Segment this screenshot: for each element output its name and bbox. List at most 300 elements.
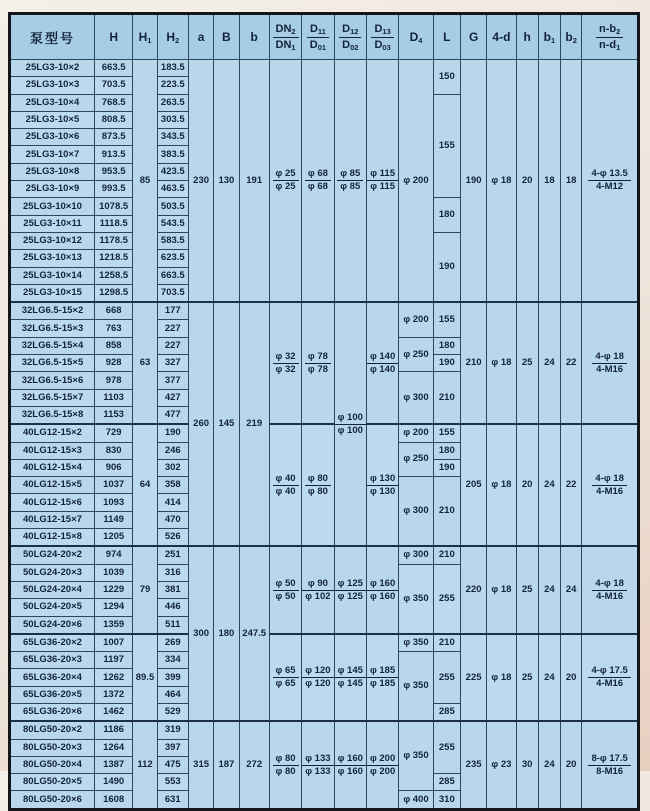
table-row	[10, 546, 639, 564]
cell-model: 32LG6.5-15×5	[10, 355, 95, 372]
cell-H: 1462	[94, 703, 132, 721]
cell-b1: 24	[538, 302, 560, 424]
cell-H1: 85	[133, 60, 157, 303]
header-model: 泵型号	[10, 14, 95, 60]
cell-H2: 663.5	[157, 267, 188, 284]
fraction-bottom: φ 85	[340, 181, 361, 193]
fraction-top: φ 115	[367, 169, 398, 181]
cell-H: 913.5	[94, 146, 132, 163]
fraction-bottom: φ 160	[337, 765, 363, 777]
cell-b: 191	[239, 60, 269, 303]
fraction-top: φ 25	[273, 169, 299, 181]
fraction-bottom: φ 25	[275, 181, 296, 193]
fraction-value	[367, 666, 398, 689]
cell-D11	[302, 60, 334, 303]
fraction-top: φ 85	[337, 169, 363, 181]
cell-H2: 381	[157, 581, 188, 598]
fraction-top: $n-b_2$	[596, 23, 623, 38]
cell-H2: 470	[157, 511, 188, 528]
cell-H2: 383.5	[157, 146, 188, 163]
cell-D4: φ 250	[399, 337, 433, 372]
fraction-value	[305, 474, 331, 497]
fraction-top: φ 32	[273, 352, 299, 364]
cell-b2: 18	[561, 60, 582, 303]
fraction-top: φ 78	[305, 352, 331, 364]
table-row	[10, 424, 639, 442]
fraction-top: φ 90	[302, 579, 333, 591]
cell-DN	[269, 60, 301, 303]
cell-H: 1093	[94, 494, 132, 511]
cell-model: 32LG6.5-15×8	[10, 406, 95, 424]
fraction-bottom: φ 133	[305, 765, 331, 777]
cell-b1: 24	[538, 721, 560, 809]
cell-L: 210	[433, 372, 460, 424]
cell-b2: 22	[561, 302, 582, 424]
cell-h: 30	[516, 721, 538, 809]
cell-b: 219	[239, 302, 269, 546]
cell-model: 50LG24-20×3	[10, 564, 95, 581]
subscript: 4	[418, 35, 423, 45]
fraction-value	[273, 579, 299, 602]
cell-model: 32LG6.5-15×4	[10, 337, 95, 354]
cell-H2: 316	[157, 564, 188, 581]
cell-L: 255	[433, 721, 460, 773]
header-B: B	[214, 14, 239, 60]
fraction-value	[302, 666, 333, 689]
fraction-top: φ 185	[367, 666, 398, 678]
fraction-bottom: $n-d_1$	[598, 38, 621, 52]
cell-DN	[269, 302, 301, 424]
cell-H: 1078.5	[94, 198, 132, 215]
cell-H: 906	[94, 459, 132, 476]
fraction-value	[588, 754, 630, 777]
fraction-top: φ 130	[367, 474, 398, 486]
cell-H2: 334	[157, 652, 188, 669]
header-b2: $b_2$	[561, 14, 582, 60]
cell-H: 729	[94, 424, 132, 442]
fraction-top: φ 120	[302, 666, 333, 678]
header-n	[582, 14, 639, 60]
cell-n	[582, 721, 639, 809]
header-H1: $H_1$	[133, 14, 157, 60]
cell-model: 50LG24-20×6	[10, 616, 95, 634]
cell-D4: φ 350	[399, 721, 433, 791]
cell-H: 1205	[94, 529, 132, 547]
cell-L: 190	[433, 355, 460, 372]
fraction-value	[273, 474, 299, 497]
cell-model: 32LG6.5-15×2	[10, 302, 95, 320]
cell-H: 928	[94, 355, 132, 372]
fraction-value	[367, 352, 398, 375]
table-row	[10, 634, 639, 652]
fraction-top: $DN_2$	[273, 23, 299, 38]
cell-H: 1218.5	[94, 250, 132, 267]
header-H: H	[94, 14, 132, 60]
cell-model: 25LG3-10×10	[10, 198, 95, 215]
cell-a: 300	[188, 546, 213, 721]
cell-H2: 631	[157, 791, 188, 809]
header-D12	[334, 14, 366, 60]
fraction-top: 8-φ 17.5	[588, 754, 630, 766]
subscript: 13	[382, 26, 391, 36]
cell-H2: 526	[157, 529, 188, 547]
cell-H: 1149	[94, 511, 132, 528]
cell-a: 315	[188, 721, 213, 809]
fraction-bottom: φ 120	[305, 678, 331, 690]
cell-H: 1298.5	[94, 284, 132, 302]
cell-H: 1178.5	[94, 232, 132, 249]
fraction-top: φ 125	[335, 579, 366, 591]
header-row	[10, 14, 639, 60]
cell-H2: 397	[157, 739, 188, 756]
cell-H2: 475	[157, 756, 188, 773]
cell-D11	[302, 302, 334, 424]
cell-b1: 24	[538, 424, 560, 546]
cell-H: 1037	[94, 477, 132, 494]
cell-D13	[366, 60, 398, 303]
fraction-value	[273, 352, 299, 375]
cell-L: 155	[433, 424, 460, 442]
cell-H1: 79	[133, 546, 157, 633]
cell-G: 235	[460, 721, 486, 809]
subscript: 2	[572, 35, 577, 45]
fraction-top: 4-φ 18	[592, 352, 626, 364]
fraction-top: φ 80	[305, 474, 331, 486]
fraction-bottom: 4-M16	[596, 678, 624, 690]
table-row	[10, 721, 639, 739]
cell-H: 763	[94, 320, 132, 337]
fraction-bottom: 4-M16	[596, 363, 624, 375]
cell-H2: 377	[157, 372, 188, 389]
cell-H: 1039	[94, 564, 132, 581]
header-G: G	[460, 14, 486, 60]
cell-model: 25LG3-10×8	[10, 163, 95, 180]
fraction-value	[273, 666, 299, 689]
subscript: 1	[616, 42, 621, 52]
cell-D12	[334, 302, 366, 546]
fraction-top: φ 100	[335, 413, 366, 425]
fraction-bottom: φ 125	[337, 590, 363, 602]
cell-H2: 477	[157, 406, 188, 424]
cell-H2: 246	[157, 442, 188, 459]
cell-H2: 263.5	[157, 94, 188, 111]
cell-model: 25LG3-10×11	[10, 215, 95, 232]
cell-h: 20	[516, 424, 538, 546]
cell-H2: 427	[157, 389, 188, 406]
cell-model: 25LG3-10×9	[10, 181, 95, 198]
fraction-bottom: 4-M16	[596, 485, 624, 497]
subscript: 1	[551, 35, 556, 45]
cell-D4: φ 350	[399, 564, 433, 634]
cell-n	[582, 302, 639, 424]
cell-d: φ 18	[487, 634, 516, 721]
cell-D11	[302, 546, 334, 633]
cell-model: 25LG3-10×2	[10, 60, 95, 77]
cell-H2: 190	[157, 424, 188, 442]
cell-model: 25LG3-10×4	[10, 94, 95, 111]
fraction-value	[335, 413, 366, 436]
fraction-top: φ 140	[367, 352, 398, 364]
cell-L: 310	[433, 791, 460, 809]
cell-H: 1264	[94, 739, 132, 756]
cell-D4: φ 350	[399, 634, 433, 652]
fraction-bottom: $D_{03}$	[374, 38, 391, 52]
cell-H: 1186	[94, 721, 132, 739]
cell-h: 25	[516, 302, 538, 424]
cell-D13	[366, 424, 398, 546]
cell-H2: 227	[157, 337, 188, 354]
fraction-bottom: φ 160	[369, 590, 396, 602]
cell-b1: 24	[538, 546, 560, 633]
cell-H: 1294	[94, 599, 132, 616]
fraction-value	[588, 666, 630, 689]
fraction-value	[367, 169, 398, 192]
cell-L: 180	[433, 442, 460, 459]
cell-H: 1007	[94, 634, 132, 652]
fraction-bottom: φ 145	[337, 678, 363, 690]
fraction-top: φ 65	[273, 666, 299, 678]
fraction-bottom: φ 100	[337, 424, 363, 436]
cell-b2: 22	[561, 424, 582, 546]
cell-b: 247.5	[239, 546, 269, 721]
subscript: 01	[317, 42, 327, 52]
cell-H2: 177	[157, 302, 188, 320]
cell-D13	[366, 302, 398, 424]
cell-D4: φ 400	[399, 791, 433, 809]
cell-H2: 464	[157, 686, 188, 703]
cell-H: 1118.5	[94, 215, 132, 232]
cell-d: φ 18	[487, 302, 516, 424]
cell-H: 663.5	[94, 60, 132, 77]
fraction-value	[307, 23, 329, 52]
subscript: 2	[291, 26, 296, 36]
fraction-bottom: $D_{02}$	[342, 38, 359, 52]
subscript: 12	[350, 26, 359, 36]
cell-H2: 543.5	[157, 215, 188, 232]
fraction-value	[592, 474, 626, 497]
cell-L: 255	[433, 564, 460, 634]
fraction-bottom: φ 65	[275, 678, 296, 690]
cell-h: 20	[516, 60, 538, 303]
cell-H2: 319	[157, 721, 188, 739]
cell-a: 230	[188, 60, 213, 303]
cell-b: 272	[239, 721, 269, 809]
fraction-top: φ 133	[302, 754, 333, 766]
cell-H2: 302	[157, 459, 188, 476]
cell-model: 80LG50-20×5	[10, 774, 95, 791]
cell-n	[582, 634, 639, 721]
fraction-value	[367, 474, 398, 497]
cell-model: 25LG3-10×15	[10, 284, 95, 302]
header-DN	[269, 14, 301, 60]
cell-model: 50LG24-20×2	[10, 546, 95, 564]
cell-H2: 251	[157, 546, 188, 564]
cell-H: 1372	[94, 686, 132, 703]
cell-H: 1359	[94, 616, 132, 634]
subscript: 1	[291, 42, 296, 52]
cell-D12	[334, 60, 366, 303]
cell-model: 40LG12-15×7	[10, 511, 95, 528]
cell-G: 190	[460, 60, 486, 303]
cell-H1: 112	[133, 721, 157, 809]
cell-model: 65LG36-20×3	[10, 652, 95, 669]
fraction-top: φ 80	[273, 754, 299, 766]
cell-L: 210	[433, 477, 460, 547]
header-L: L	[433, 14, 460, 60]
cell-h: 25	[516, 546, 538, 633]
cell-n	[582, 546, 639, 633]
cell-model: 40LG12-15×4	[10, 459, 95, 476]
fraction-top: $D_{12}$	[339, 23, 361, 38]
cell-model: 32LG6.5-15×7	[10, 389, 95, 406]
cell-H1: 64	[133, 424, 157, 546]
cell-H2: 399	[157, 669, 188, 686]
fraction-top: φ 160	[335, 754, 366, 766]
header-a: a	[188, 14, 213, 60]
cell-b1: 24	[538, 634, 560, 721]
cell-L: 155	[433, 302, 460, 337]
cell-H2: 358	[157, 477, 188, 494]
pump-dimensions-table	[8, 12, 640, 811]
fraction-top: φ 40	[273, 474, 299, 486]
fraction-top: $D_{11}$	[307, 23, 329, 38]
fraction-bottom: φ 80	[307, 485, 328, 497]
fraction-top: φ 160	[367, 579, 398, 591]
cell-D11	[302, 424, 334, 546]
cell-L: 210	[433, 546, 460, 564]
cell-H2: 183.5	[157, 60, 188, 77]
cell-model: 25LG3-10×5	[10, 111, 95, 128]
table-body	[10, 60, 639, 810]
cell-model: 65LG36-20×4	[10, 669, 95, 686]
fraction-bottom: φ 40	[275, 485, 296, 497]
cell-H2: 227	[157, 320, 188, 337]
subscript: 02	[350, 42, 359, 52]
cell-model: 25LG3-10×6	[10, 129, 95, 146]
cell-model: 25LG3-10×3	[10, 77, 95, 94]
cell-H2: 553	[157, 774, 188, 791]
fraction-value	[339, 23, 361, 52]
fraction-top: 4-φ 18	[592, 579, 626, 591]
cell-H: 1387	[94, 756, 132, 773]
cell-DN	[269, 721, 301, 809]
fraction-value	[273, 23, 299, 52]
cell-L: 180	[433, 198, 460, 233]
cell-D11	[302, 721, 334, 809]
fraction-bottom: φ 200	[369, 765, 396, 777]
fraction-bottom: φ 185	[369, 678, 396, 690]
fraction-value	[592, 352, 626, 375]
fraction-bottom: φ 115	[370, 181, 395, 193]
cell-H2: 463.5	[157, 181, 188, 198]
header-D4: $D_4$	[399, 14, 433, 60]
fraction-bottom: φ 68	[307, 181, 328, 193]
cell-model: 25LG3-10×13	[10, 250, 95, 267]
cell-L: 210	[433, 634, 460, 652]
cell-H2: 269	[157, 634, 188, 652]
cell-H: 808.5	[94, 111, 132, 128]
fraction-value	[367, 579, 398, 602]
cell-L: 150	[433, 60, 460, 95]
cell-L: 255	[433, 652, 460, 704]
fraction-top: 4-φ 18	[592, 474, 626, 486]
cell-b1: 18	[538, 60, 560, 303]
cell-H2: 327	[157, 355, 188, 372]
cell-H: 1153	[94, 406, 132, 424]
cell-D4: φ 300	[399, 372, 433, 424]
fraction-bottom: 8-M16	[596, 765, 624, 777]
cell-H: 974	[94, 546, 132, 564]
header-d: 4-d	[487, 14, 516, 60]
fraction-bottom: 4-M16	[596, 590, 624, 602]
cell-D13	[366, 634, 398, 721]
fraction-value	[335, 579, 366, 602]
cell-model: 65LG36-20×6	[10, 703, 95, 721]
cell-L: 190	[433, 232, 460, 302]
subscript: 2	[616, 26, 621, 36]
cell-B: 180	[214, 546, 239, 721]
cell-B: 145	[214, 302, 239, 546]
fraction-bottom: φ 130	[369, 485, 396, 497]
cell-DN	[269, 424, 301, 546]
fraction-value	[337, 169, 363, 192]
subscript: 2	[175, 35, 180, 45]
cell-G: 225	[460, 634, 486, 721]
fraction-top: φ 145	[335, 666, 366, 678]
cell-model: 40LG12-15×5	[10, 477, 95, 494]
cell-H2: 703.5	[157, 284, 188, 302]
cell-B: 130	[214, 60, 239, 303]
cell-model: 50LG24-20×4	[10, 581, 95, 598]
cell-d: φ 18	[487, 60, 516, 303]
cell-G: 210	[460, 302, 486, 424]
cell-H: 858	[94, 337, 132, 354]
header-b: b	[239, 14, 269, 60]
cell-model: 65LG36-20×5	[10, 686, 95, 703]
fraction-top: φ 68	[305, 169, 331, 181]
cell-B: 187	[214, 721, 239, 809]
fraction-top: 4-φ 17.5	[588, 666, 630, 678]
fraction-bottom: 4-M12	[596, 181, 624, 193]
cell-model: 40LG12-15×8	[10, 529, 95, 547]
fraction-value	[302, 754, 333, 777]
header-b1: $b_1$	[538, 14, 560, 60]
fraction-bottom: φ 102	[305, 590, 331, 602]
cell-model: 25LG3-10×14	[10, 267, 95, 284]
cell-D11	[302, 634, 334, 721]
cell-b2: 20	[561, 634, 582, 721]
cell-H2: 303.5	[157, 111, 188, 128]
cell-H: 1103	[94, 389, 132, 406]
cell-H2: 446	[157, 599, 188, 616]
subscript: 1	[147, 35, 152, 45]
cell-D12	[334, 721, 366, 809]
fraction-value	[335, 754, 366, 777]
cell-model: 80LG50-20×2	[10, 721, 95, 739]
cell-G: 205	[460, 424, 486, 546]
cell-n	[582, 60, 639, 303]
cell-D4: φ 200	[399, 424, 433, 442]
fraction-value	[273, 169, 299, 192]
cell-H2: 343.5	[157, 129, 188, 146]
cell-H2: 623.5	[157, 250, 188, 267]
cell-model: 80LG50-20×3	[10, 739, 95, 756]
cell-D4: φ 200	[399, 302, 433, 337]
cell-H1: 63	[133, 302, 157, 424]
cell-H: 1490	[94, 774, 132, 791]
fraction-value	[273, 754, 299, 777]
cell-model: 40LG12-15×2	[10, 424, 95, 442]
